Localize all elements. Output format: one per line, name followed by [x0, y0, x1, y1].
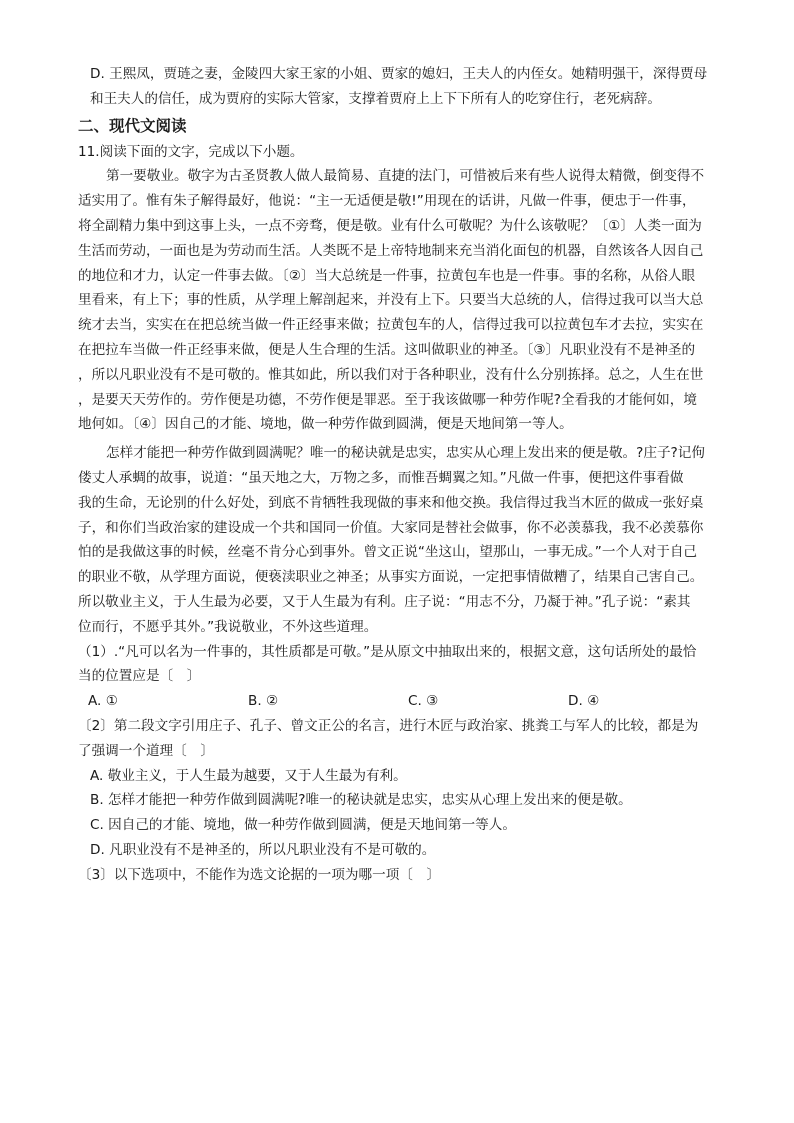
- question-2: [78, 714, 728, 863]
- text-line: 怎样才能把一种劳作做到圆满呢？唯一的秘诀就是忠实，忠实从心理上发出来的便是敬。?庄子?记佝: [106, 445, 705, 462]
- text-line: 适实用了。惟有朱子解得最好，他说：“主一无适便是敬!”用现在的话讲，凡做一件事，便忠于一件事，: [78, 193, 696, 210]
- text-line: 在把拉车当做一件正经事来做，便是人生合理的生活。这叫做职业的神圣。〔③〕凡职业没有不是神圣的: [78, 341, 696, 358]
- option-c[interactable]: C. ③: [408, 693, 439, 710]
- option-c[interactable]: C. 因自己的才能、境地，做一种劳作做到圆满，便是天地间第一等人。: [90, 817, 516, 834]
- text-line: 子，和你们当政治家的建设成一个共和国同一价值。大家同是替社会做事，你不必羡慕我，我不必羡慕你: [78, 519, 704, 536]
- question-1: [78, 640, 728, 714]
- text-line: ，所以凡职业没有不是可敬的。惟其如此，所以我们对于各种职业，没有什么分别拣择。总之，人生在世: [78, 366, 704, 383]
- document-page: [78, 62, 728, 888]
- text-line: 和王夫人的信任，成为贾府的实际大管家，支撑着贾府上上下下所有人的吃穿住行，老死病辞。: [90, 90, 661, 107]
- text-line: 里看来，有上下；事的性质，从学理上解剖起来，并没有上下。只要当大总统的人，信得过我可以当大总: [78, 292, 704, 309]
- question-stem: 了强调一个道理〔 〕: [78, 742, 214, 759]
- text-line: 偻丈人承蜩的故事，说道：“虽天地之大，万物之多，而惟吾蜩翼之知。”凡做一件事，便把这件事看做: [78, 469, 684, 486]
- text-line: 生活而劳动，一面也是为劳动而生活。人类既不是上帝特地制来充当消化面包的机器，自然该各人因自己: [78, 242, 704, 259]
- question-stem: 〔3〕以下选项中，不能作为选文论据的一项为哪一项〔 〕: [78, 866, 441, 883]
- option-d[interactable]: D. 凡职业没有不是神圣的，所以凡职业没有不是可敬的。: [90, 841, 436, 858]
- text-line: 怕的是我做这事的时候，丝毫不肯分心到事外。曾文正说“坐这山，望那山，一事无成。”一个人对于自己: [78, 544, 698, 561]
- text-line: 第一要敬业。敬字为古圣贤教人做人最简易、直捷的法门，可惜被后来有些人说得太精微，倒变得不: [106, 168, 705, 185]
- option-b[interactable]: B. 怎样才能把一种劳作做到圆满呢?唯一的秘诀就是忠实，忠实从心理上发出来的便是敬。: [90, 792, 632, 809]
- option-a[interactable]: A. ①: [88, 693, 118, 710]
- question-stem: （1）.“凡可以名为一件事的，其性质都是可敬。”是从原文中抽取出来的，根据文意，这句话所处的最恰: [78, 643, 697, 660]
- text-line: 的职业不敬，从学理方面说，便亵渎职业之神圣；从事实方面说，一定把事情做糟了，结果自己害自己。: [78, 569, 704, 586]
- paragraph-2: [78, 441, 728, 639]
- section-title: 二、现代文阅读: [78, 116, 187, 135]
- text-line: 位而行，不愿乎其外。”我说敬业，不外这些道理。: [78, 618, 378, 635]
- option-a[interactable]: A. 敬业主义，于人生最为越要，又于人生最为有利。: [90, 767, 407, 784]
- text-line: 将全副精力集中到这事上头，一点不旁骛，便是敬。业有什么可敬呢？为什么该敬呢？〔①〕人类一面为: [78, 217, 702, 234]
- text-line: ，是要天天劳作的。劳作便是功德，不劳作便是罪恶。至于我该做哪一种劳作呢?全看我的才能何如，境: [78, 391, 697, 408]
- text-line: D. 王熙凤，贾琏之妻，金陵四大家王家的小姐、贾家的媳妇，王夫人的内侄女。她精明强干，深得贾母: [90, 66, 708, 82]
- question-stem: 当的位置应是〔 〕: [78, 668, 201, 685]
- text-line: 地何如。〔④〕因自己的才能、境地，做一种劳作做到圆满，便是天地间第一等人。: [78, 416, 573, 433]
- text-line: 所以敬业主义，于人生最为必要，又于人生最为有利。庄子说：“用志不分，乃凝于神。”孔子说：“素其: [78, 593, 691, 610]
- text-line: 的地位和才力，认定一件事去做。〔②〕当大总统是一件事，拉黄包车也是一件事。事的名称，从俗人眼: [78, 267, 696, 284]
- text-line: 统才去当，实实在在把总统当做一件正经事来做；拉黄包车的人，信得过我可以拉黄包车才去拉，实实在: [78, 317, 704, 334]
- option-d[interactable]: D. ④: [568, 693, 600, 710]
- question-3: [78, 863, 728, 888]
- previous-option-d: [78, 62, 728, 112]
- paragraph-1: [78, 164, 728, 437]
- question-intro: 11.阅读下面的文字，完成以下小题。: [78, 143, 304, 160]
- question-stem: 〔2〕第二段文字引用庄子、孔子、曾文正公的名言，进行木匠与政治家、挑粪工与军人的比较，都是为: [78, 717, 699, 734]
- option-b[interactable]: B. ②: [248, 693, 279, 710]
- option-row: [78, 689, 728, 714]
- text-line: 我的生命，无论别的什么好处，到底不肯牺牲我现做的事来和他交换。我信得过我当木匠的做成一张好桌: [78, 494, 704, 511]
